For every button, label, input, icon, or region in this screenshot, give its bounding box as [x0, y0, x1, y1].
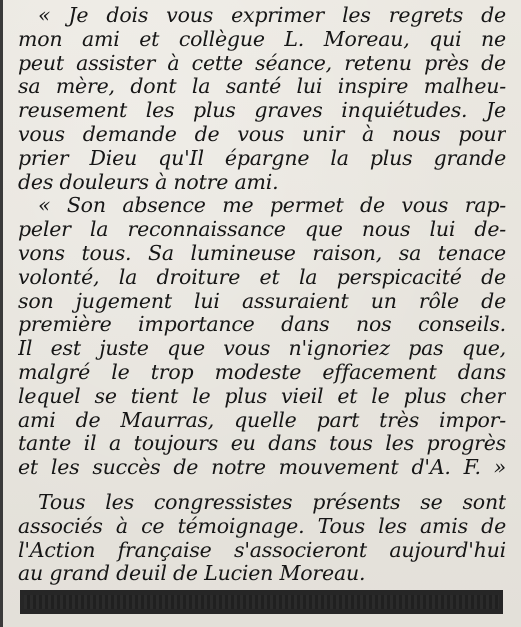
text-line: sa mère, dont la santé lui inspire malheu- — [18, 75, 506, 99]
black-rule-bar — [20, 590, 503, 614]
text-line: « Je dois vous exprimer les regrets de — [38, 4, 506, 27]
text-line: associés à ce témoignage. Tous les amis de — [18, 514, 506, 538]
text-line: Il est juste que vous n'ignoriez pas que, — [18, 337, 506, 361]
text-line: Tous les congressistes présents se sont — [38, 490, 506, 514]
rule-texture — [24, 595, 499, 609]
article-text — [18, 4, 506, 586]
text-line: vous demande de vous unir à nous pour — [18, 122, 506, 146]
text-line: et les succès de notre mouvement d'A. F. » — [18, 456, 506, 480]
text-line: première importance dans nos conseils. — [18, 313, 506, 337]
text-line: mon ami et collègue L. Moreau, qui ne — [18, 27, 506, 51]
column-border — [0, 0, 3, 627]
text-line: volonté, la droiture et la perspicacité de — [18, 265, 506, 289]
text-line: malgré le trop modeste effacement dans — [18, 360, 506, 384]
text-line: l'Action française s'associeront aujourd'hui — [18, 538, 506, 562]
text-line: tante il a toujours eu dans tous les progrès — [18, 432, 506, 456]
paragraph-reconnaissance — [18, 194, 506, 480]
text-line: peler la reconnaissance que nous lui de- — [18, 218, 506, 242]
text-line: « Son absence me permet de vous rap- — [38, 194, 506, 218]
paragraph-spacer — [18, 480, 506, 491]
paragraph-congressistes — [18, 491, 506, 586]
text-line: prier Dieu qu'Il épargne la plus grande — [18, 146, 506, 170]
text-line: vons tous. Sa lumineuse raison, sa tenace — [18, 241, 506, 265]
paragraph-regrets — [18, 4, 506, 194]
text-line: lequel se tient le plus vieil et le plus cher — [18, 384, 506, 408]
text-line: peut assister à cette séance, retenu près de — [18, 51, 506, 75]
text-line: ami de Maurras, quelle part très impor- — [18, 408, 506, 432]
text-line: au grand deuil de Lucien Moreau. — [18, 562, 366, 586]
text-line: son jugement lui assuraient un rôle de — [18, 289, 506, 313]
text-line: reusement les plus graves inquiétudes. Je — [18, 99, 506, 123]
text-line: des douleurs à notre ami. — [18, 170, 279, 194]
